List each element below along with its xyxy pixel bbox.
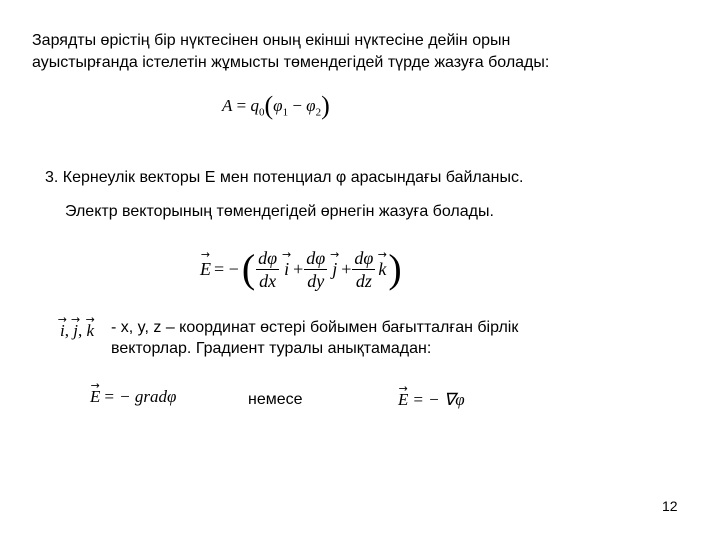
- nabla-e-vector: → E: [398, 389, 408, 411]
- work-open-paren: (: [264, 91, 274, 120]
- work-phi2-sub: 2: [315, 106, 322, 119]
- fraction-dx-den: dx: [259, 270, 277, 291]
- unit-vectors-line-2: векторлар. Градиент туралы анықтамадан:: [111, 340, 432, 357]
- nabla-rhs: = − ∇φ: [412, 390, 465, 409]
- grad-rhs: = − gradφ: [103, 387, 177, 406]
- grad-definition: [90, 386, 176, 408]
- j-vector: → j: [332, 259, 337, 280]
- plus-1: +: [293, 258, 304, 279]
- work-minus: −: [288, 96, 307, 115]
- unit-k: → k: [86, 320, 94, 342]
- fraction-dz-den: dz: [355, 270, 372, 291]
- work-equals: =: [232, 96, 251, 115]
- fraction-dx-num: dφ: [258, 247, 278, 268]
- work-phi2: φ: [306, 96, 316, 115]
- page-number: 12: [662, 498, 678, 514]
- vector-intro: Электр векторының төмендегідей өрнегін жазуға болады.: [65, 203, 494, 220]
- section-3-heading: 3. Кернеулік векторы Е мен потенциал φ арасындағы байланыс.: [45, 169, 524, 186]
- gradient-formula: [200, 243, 402, 295]
- fraction-dz-num: dφ: [354, 247, 374, 268]
- open-paren: (: [241, 246, 256, 291]
- unit-vectors-line-1: - x, y, z – координат өстері бойымен бағытталған бірлік: [111, 319, 519, 336]
- work-phi1: φ: [273, 96, 283, 115]
- unit-i: → i: [60, 320, 65, 342]
- fraction-dy-den: dy: [307, 270, 325, 291]
- k-vector: → k: [378, 259, 386, 280]
- fraction-dx: [256, 247, 279, 292]
- work-q-sub: 0: [258, 106, 265, 119]
- close-paren: ): [388, 246, 402, 291]
- fraction-dy-num: dφ: [306, 247, 326, 268]
- i-vector: → i: [284, 259, 289, 280]
- grad-e-vector: → E: [90, 386, 100, 408]
- fraction-dz: [352, 247, 375, 292]
- unit-vector-symbols: → i, → j, → k: [60, 320, 94, 342]
- eq-minus: = −: [214, 258, 239, 279]
- unit-j: → j: [73, 320, 78, 342]
- fraction-dy: [304, 247, 327, 292]
- or-text: немесе: [248, 391, 303, 408]
- work-q: q: [250, 96, 259, 115]
- nabla-formula: [398, 389, 465, 411]
- work-close-paren: ): [321, 91, 330, 120]
- work-formula: [222, 92, 330, 126]
- e-vector: → E: [200, 259, 211, 280]
- work-lhs: A: [222, 96, 233, 115]
- intro-line-1: Зарядты өрістің бір нүктесінен оның екінші нүктесіне дейін орын: [32, 32, 511, 49]
- intro-line-2: ауыстырғанда істелетін жұмысты төмендегідей түрде жазуға болады:: [32, 54, 550, 71]
- work-phi1-sub: 1: [282, 106, 289, 119]
- plus-2: +: [341, 258, 352, 279]
